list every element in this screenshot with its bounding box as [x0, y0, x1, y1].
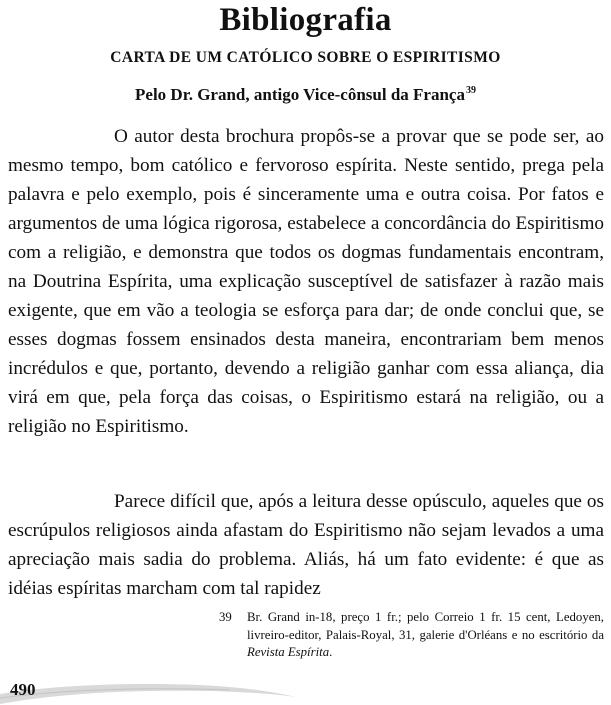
footnote-text: Br. Grand in-18, preço 1 fr.; pelo Correio 1 fr. 15 cent, Ledoyen, livreiro-editor, Palais-Royal, 31, galerie d'Orléans e no escritório da — [247, 610, 604, 642]
footnote-end: . — [329, 645, 333, 659]
footnote-italic-title: Revista Espírita — [247, 645, 330, 659]
footnote-reference[interactable]: 39 — [465, 85, 476, 96]
author-line — [0, 84, 611, 106]
body-paragraph-1: O autor desta brochura propôs-se a provar que se pode ser, ao mesmo tempo, bom católico e fervoroso espírita. Neste sentido, prega pela palavra e pelo exemplo, pois é sinceramente uma e outra coisa. Por fatos e argumentos de uma lógica rigorosa, estabelece a concordância do Espiritismo com a religião, e demonstra que todos os dogmas fundamentais encontram, na Doutrina Espírita, uma explicação susceptível de satisfazer à razão mais exigente, que em vão a teologia se esforça para dar; de onde conclui que, se esses dogmas fossem ensinados desta maneira, encontrariam bem menos incrédulos e que, portanto, devendo a religião ganhar com essa aliança, dia virá em que, pela força das coisas, o Espiritismo estará na religião, ou a religião no Espiritismo. — [8, 126, 604, 437]
page-title: Bibliografia — [219, 2, 392, 38]
section-subtitle: CARTA DE UM CATÓLICO SOBRE O ESPIRITISMO — [110, 49, 501, 66]
footnote — [219, 609, 604, 662]
body-paragraph-2: Parece difícil que, após a leitura desse opúsculo, aqueles que os escrúpulos religiosos ainda afastam do Espiritismo não sejam levados a uma apreciação mais sadia do problema. Aliás, há um fato evidente: é que as idéias espíritas marcham com tal rapidez — [8, 491, 604, 599]
page-number: 490 — [10, 680, 36, 699]
footnote-number: 39 — [219, 610, 232, 624]
page-corner-swoosh — [0, 672, 300, 705]
author-text: Pelo Dr. Grand, antigo Vice-cônsul da França — [135, 85, 465, 104]
